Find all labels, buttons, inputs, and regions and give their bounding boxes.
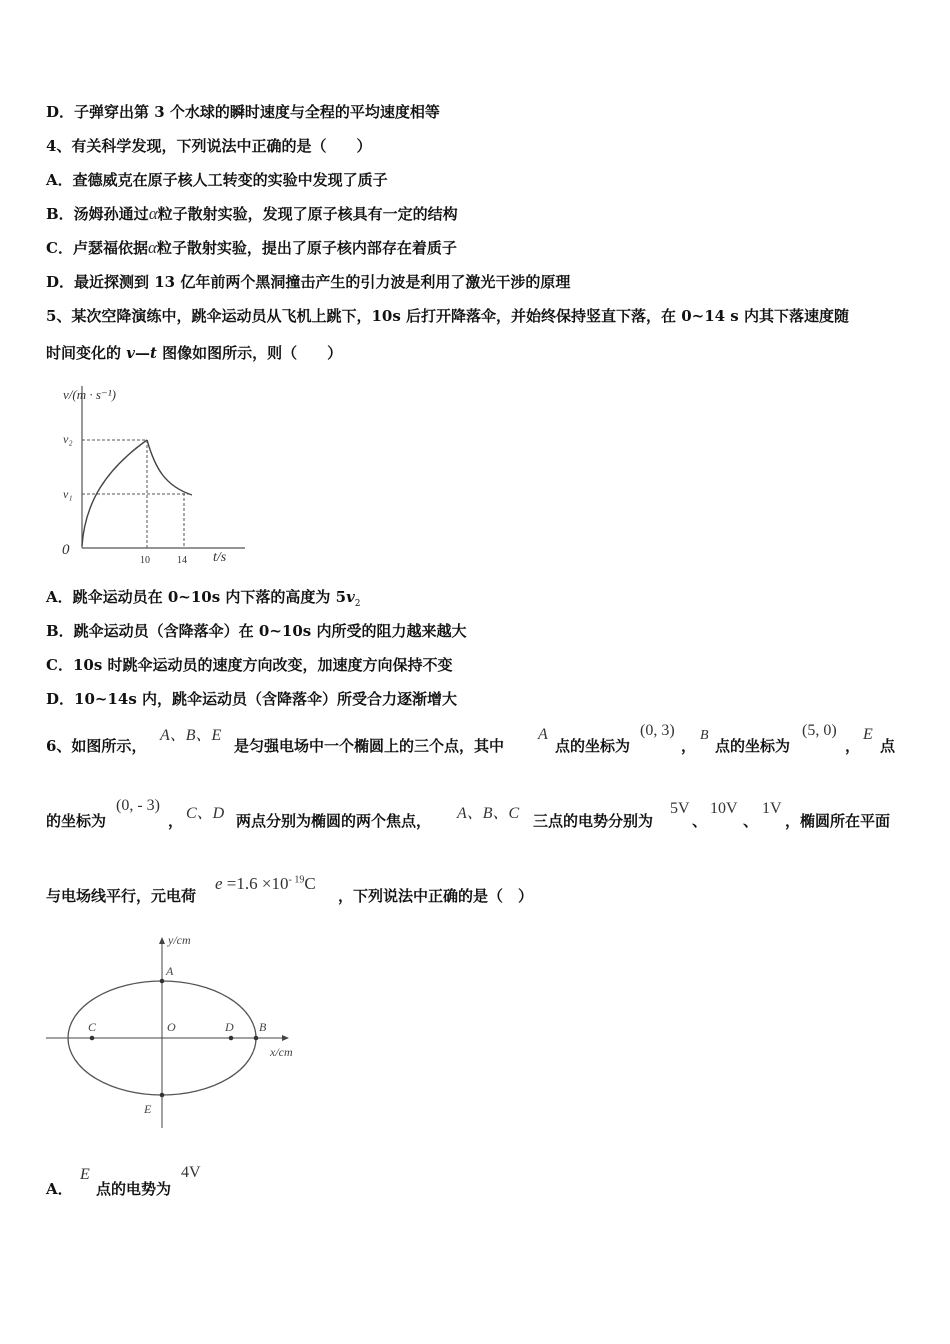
q6-stem-part5: 点 [880,737,896,755]
q4-option-c-pre: C．卢瑟福依据 [46,239,148,257]
q5-stem-pre: 时间变化的 [46,344,127,362]
math-point-e: E [80,1166,90,1183]
graph-t10-label: 10 [140,555,150,566]
math-point-b: B [700,728,709,743]
math-points-cd: C、D [186,805,225,822]
math-points-abc: A、B、C [457,805,520,822]
math-potential-c: 1V [762,800,782,817]
math-potential-b: 10V [710,800,738,817]
q5-stem-line2 [46,343,342,363]
label-o: O [167,1020,176,1034]
velocity-curve-rising [82,440,147,546]
label-d: D [225,1020,234,1034]
math-exponent: - 19 [288,874,305,886]
q6-stem-part4: 点的坐标为 [715,737,791,755]
q6-stem-part6: 的坐标为 [46,812,107,830]
q6-stem-part7: 两点分别为椭圆的两个焦点， [236,812,432,830]
math-e-coordinate: (0, - 3) [116,797,160,814]
dash: — [134,344,150,362]
separator: 、 [692,812,708,830]
math-a-coordinate: (0, 3) [640,722,675,739]
graph-x-label: t/s [213,550,227,565]
q5-option-a-pre: A．跳伞运动员在 0~10s 内下落的高度为 5 [46,588,347,606]
graph-origin-label: 0 [62,542,70,558]
q6-stem-part1: 6、如图所示， [46,737,147,755]
q6-stem-part2: 是匀强电场中一个椭圆上的三个点，其中 [234,737,505,755]
q5-option-b: B．跳伞运动员（含降落伞）在 0~10s 内所受的阻力越来越大 [46,622,467,640]
graph-v1-label: v₁ [63,487,73,501]
q4-option-c-post: 粒子散射实验，提出了原子核内部存在着质子 [156,239,457,257]
x-axis-label: x/cm [270,1045,293,1059]
vt-graph [55,378,255,568]
q4-option-b-pre: B．汤姆孙通过 [46,205,149,223]
math-points-abe: A、B、E [160,727,222,744]
label-a: A [166,964,174,978]
var-v: v [126,344,135,362]
ellipse-figure [44,930,314,1135]
graph-v2-label: v₂ [63,432,73,446]
point-a [160,979,165,984]
q5-option-d: D．10~14s 内，跳伞运动员（含降落伞）所受合力逐渐增大 [46,690,457,708]
label-c: C [88,1020,97,1034]
q5-stem-line1: 5、某次空降演练中，跳伞运动员从飞机上跳下，10s 后打开降落伞，并始终保持竖直下落，在 0~14 s 内其下落速度随 [46,307,849,325]
q4-option-b [46,204,458,224]
math-e-value: =1.6 ×10 [222,874,289,893]
q6-stem-part8: 三点的电势分别为 [533,812,654,830]
q6-stem-part11: ，下列说法中正确的是（ ） [338,887,534,905]
math-b-coordinate: (5, 0) [802,722,837,739]
alpha-symbol: α [148,204,158,223]
var-v: v [346,588,355,606]
label-b: B [259,1020,267,1034]
q6-stem-part10: 与电场线平行，元电荷 [46,887,197,905]
subscript-2: 2 [354,599,361,609]
comma: ， [845,737,861,755]
math-e-symbol: e [215,874,223,893]
y-axis-label: y/cm [168,933,191,947]
q6-stem-part3: 点的坐标为 [555,737,631,755]
separator: 、 [743,812,759,830]
q4-option-a: A．查德威克在原子核人工转变的实验中发现了质子 [46,171,388,189]
math-elementary-charge [215,874,316,894]
graph-y-label: v/(m · s⁻¹) [63,387,116,402]
point-d [229,1036,234,1041]
velocity-curve-falling [147,440,192,495]
q4-option-b-post: 粒子散射实验，发现了原子核具有一定的结构 [157,205,458,223]
q5-option-a [46,587,361,614]
q5-option-c: C．10s 时跳伞运动员的速度方向改变，加速度方向保持不变 [46,656,453,674]
point-c [90,1036,95,1041]
comma: ， [681,737,697,755]
q6-option-a-text: 点的电势为 [96,1180,172,1198]
graph-t14-label: 14 [177,555,187,566]
math-point-a: A [538,726,548,743]
q3-option-d: D．子弹穿出第 3 个水球的瞬时速度与全程的平均速度相等 [46,103,440,121]
q6-option-a-prefix: A． [46,1180,73,1198]
math-e-potential: 4V [181,1164,201,1181]
q6-stem-part9: ，椭圆所在平面 [785,812,891,830]
q5-stem-post: 图像如图所示，则（ ） [156,344,343,362]
math-point-e: E [863,726,873,743]
math-potential-a: 5V [670,800,690,817]
math-coulomb-unit: C [304,874,316,893]
point-b [254,1036,259,1041]
label-e: E [144,1102,152,1116]
alpha-symbol: α [147,238,157,257]
q4-option-c [46,238,457,258]
comma: ， [168,812,184,830]
point-e [160,1093,165,1098]
var-t: t [149,344,157,362]
q4-stem: 4、有关科学发现，下列说法中正确的是（ ） [46,137,372,155]
q4-option-d: D．最近探测到 13 亿年前两个黑洞撞击产生的引力波是利用了激光干涉的原理 [46,273,571,291]
